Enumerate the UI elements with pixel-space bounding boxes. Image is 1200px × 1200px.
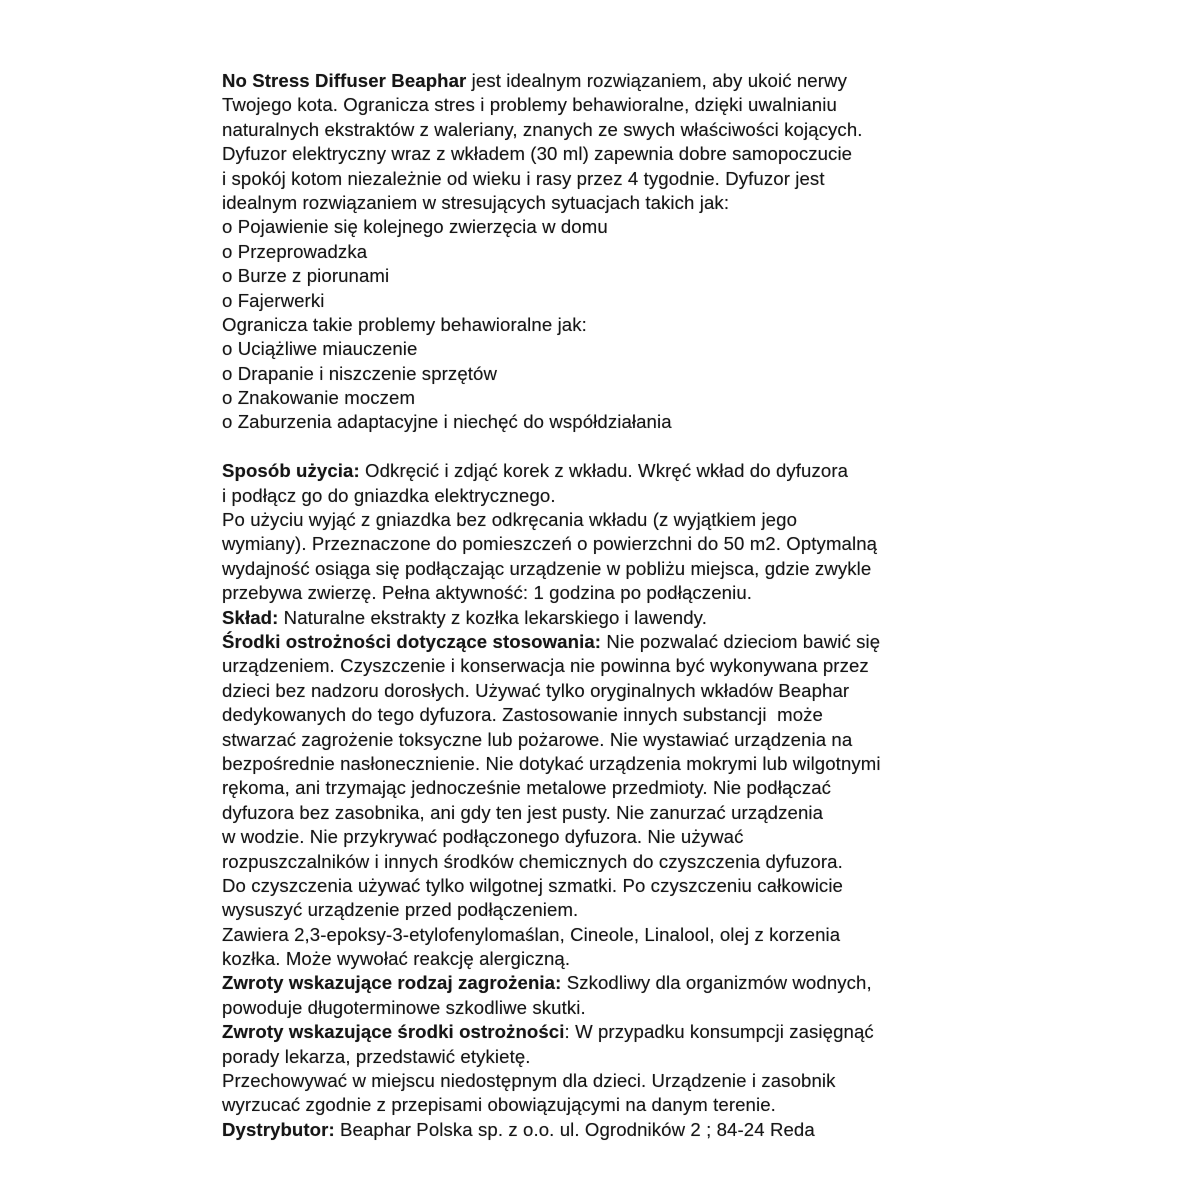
line-text: Dyfuzor elektryczny wraz z wkładem (30 ml) zapewnia dobre samopoczucie <box>222 143 853 165</box>
line-text: i spokój kotom niezależnie od wieku i rasy przez 4 tygodnie. Dyfuzor jest <box>222 167 825 189</box>
text-line <box>222 241 1002 265</box>
text-line <box>222 143 1002 167</box>
line-text: Ogranicza takie problemy behawioralne jak: <box>222 313 587 335</box>
line-text: dyfuzora bez zasobnika, ani gdy ten jest pusty. Nie zanurzać urządzenia <box>222 801 824 823</box>
text-line <box>222 875 1002 899</box>
line-text: Przechowywać w miejscu niedostępnym dla dzieci. Urządzenie i zasobnik <box>222 1070 836 1092</box>
text-line <box>222 1046 1002 1070</box>
line-text: wymiany). Przeznaczone do pomieszczeń o powierzchni do 50 m2. Optymalną <box>222 533 878 555</box>
line-text: Beaphar Polska sp. z o.o. ul. Ogrodników 2 ; 84-24 Reda <box>334 1118 815 1140</box>
text-line <box>222 509 1002 533</box>
line-text: o Uciążliwe miauczenie <box>222 338 418 360</box>
text-line <box>222 411 1002 435</box>
line-text: o Pojawienie się kolejnego zwierzęcia w domu <box>222 216 608 238</box>
text-line <box>222 363 1002 387</box>
text-line <box>222 94 1002 118</box>
text-line <box>222 216 1002 240</box>
text-line <box>222 1070 1002 1094</box>
text-line <box>222 704 1002 728</box>
text-line <box>222 899 1002 923</box>
text-line <box>222 1119 1002 1143</box>
line-text: Szkodliwy dla organizmów wodnych, <box>561 972 872 994</box>
text-line <box>222 290 1002 314</box>
line-text: stwarzać zagrożenie toksyczne lub pożarowe. Nie wystawiać urządzenia na <box>222 728 853 750</box>
line-text: : W przypadku konsumpcji zasięgnąć <box>564 1021 874 1043</box>
text-line <box>222 924 1002 948</box>
line-text: porady lekarza, przedstawić etykietę. <box>222 1045 531 1067</box>
bold-text: No Stress Diffuser Beaphar <box>222 70 467 91</box>
text-line <box>222 436 1002 460</box>
line-text: kozłka. Może wywołać reakcję alergiczną. <box>222 948 571 970</box>
line-text: o Drapanie i niszczenie sprzętów <box>222 362 498 384</box>
line-text: Twojego kota. Ogranicza stres i problemy behawioralne, dzięki uwalnianiu <box>222 94 837 116</box>
line-text: przebywa zwierzę. Pełna aktywność: 1 godzina po podłączeniu. <box>222 582 753 604</box>
text-line <box>222 729 1002 753</box>
text-line <box>222 826 1002 850</box>
line-text: o Fajerwerki <box>222 289 325 311</box>
text-line <box>222 119 1002 143</box>
text-line <box>222 314 1002 338</box>
text-line <box>222 582 1002 606</box>
line-text: rękoma, ani trzymając jednocześnie metalowe przedmioty. Nie podłączać <box>222 777 832 799</box>
text-line <box>222 972 1002 996</box>
text-line <box>222 338 1002 362</box>
text-line <box>222 802 1002 826</box>
line-text: Po użyciu wyjąć z gniazdka bez odkręcania wkładu (z wyjątkiem jego <box>222 509 798 531</box>
text-line <box>222 997 1002 1021</box>
line-text: naturalnych ekstraktów z waleriany, znanych ze swych właściwości kojących. <box>222 118 863 140</box>
line-text: i podłącz go do gniazdka elektrycznego. <box>222 484 556 506</box>
line-text: powoduje długoterminowe szkodliwe skutki. <box>222 996 586 1018</box>
line-text: w wodzie. Nie przykrywać podłączonego dyfuzora. Nie używać <box>222 826 744 848</box>
text-line <box>222 168 1002 192</box>
text-line <box>222 533 1002 557</box>
line-text: o Przeprowadzka <box>222 240 368 262</box>
text-line <box>222 680 1002 704</box>
line-text: Do czyszczenia używać tylko wilgotnej szmatki. Po czyszczeniu całkowicie <box>222 874 844 896</box>
bold-text: Sposób użycia: <box>222 460 360 482</box>
text-line <box>222 1021 1002 1045</box>
line-text: wydajność osiąga się podłączając urządzenie w pobliżu miejsca, gdzie zwykle <box>222 557 872 579</box>
line-text: rozpuszczalników i innych środków chemicznych do czyszczenia dyfuzora. <box>222 850 843 872</box>
line-text: dedykowanych do tego dyfuzora. Zastosowanie innych substancji może <box>222 704 824 726</box>
bold-text: Dystrybutor: <box>222 1118 335 1140</box>
bold-text: Zwroty wskazujące środki ostrożności <box>222 1021 565 1043</box>
text-line <box>222 851 1002 875</box>
line-text: o Zaburzenia adaptacyjne i niechęć do współdziałania <box>222 411 672 433</box>
line-text: Odkręcić i zdjąć korek z wkładu. Wkręć wkład do dyfuzora <box>359 460 849 482</box>
bold-text: Zwroty wskazujące rodzaj zagrożenia: <box>222 972 562 994</box>
text-line <box>222 485 1002 509</box>
text-line <box>222 192 1002 216</box>
line-text: jest idealnym rozwiązaniem, aby ukoić nerwy <box>466 70 847 91</box>
line-text: bezpośrednie nasłonecznienie. Nie dotykać urządzenia mokrymi lub wilgotnymi <box>222 752 881 774</box>
text-line <box>222 265 1002 289</box>
line-text: o Znakowanie moczem <box>222 387 416 409</box>
text-line <box>222 607 1002 631</box>
line-text: urządzeniem. Czyszczenie i konserwacja nie powinna być wykonywana przez <box>222 655 869 677</box>
text-line <box>222 70 1002 94</box>
line-text: wyrzucać zgodnie z przepisami obowiązującymi na danym terenie. <box>222 1094 776 1116</box>
text-line <box>222 948 1002 972</box>
line-text: Zawiera 2,3-epoksy-3-etylofenylomaślan, Cineole, Linalool, olej z korzenia <box>222 923 841 945</box>
text-line <box>222 460 1002 484</box>
text-line <box>222 387 1002 411</box>
document-text <box>222 70 1002 1143</box>
text-line <box>222 777 1002 801</box>
line-text: idealnym rozwiązaniem w stresujących sytuacjach takich jak: <box>222 191 730 213</box>
line-text: wysuszyć urządzenie przed podłączeniem. <box>222 899 579 921</box>
line-text: dzieci bez nadzoru dorosłych. Używać tylko oryginalnych wkładów Beaphar <box>222 679 850 701</box>
text-line <box>222 655 1002 679</box>
bold-text: Skład: <box>222 606 279 628</box>
text-line <box>222 1094 1002 1118</box>
bold-text: Środki ostrożności dotyczące stosowania: <box>222 630 602 652</box>
line-text: Naturalne ekstrakty z kozłka lekarskiego i lawendy. <box>278 606 707 628</box>
text-line <box>222 753 1002 777</box>
text-line <box>222 631 1002 655</box>
line-text: o Burze z piorunami <box>222 265 390 287</box>
line-text: Nie pozwalać dzieciom bawić się <box>601 630 881 652</box>
text-line <box>222 558 1002 582</box>
